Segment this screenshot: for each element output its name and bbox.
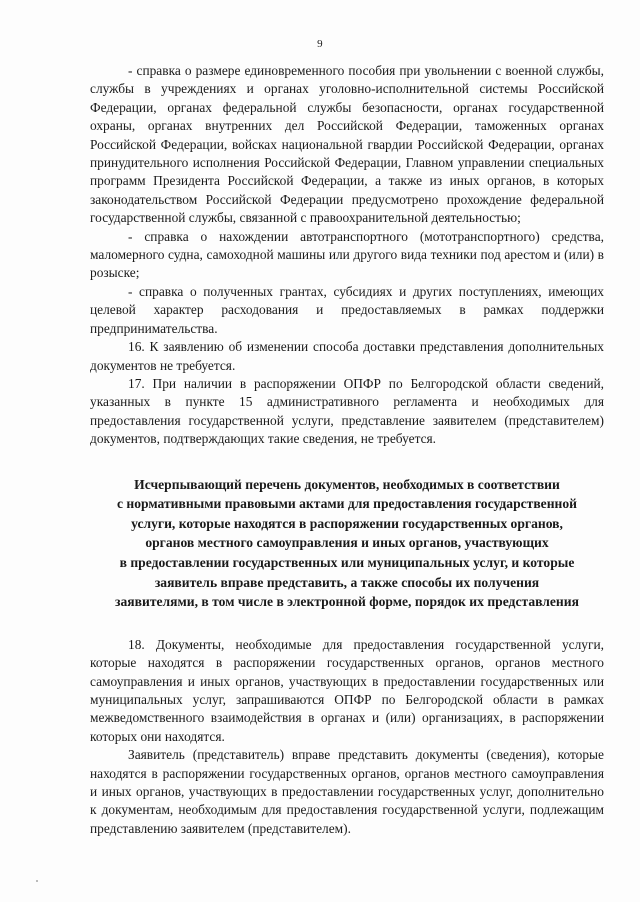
paragraph-18: 18. Документы, необходимые для предоставления государственной услуги, которые находятся в распоряжении государственных органов, органов местного самоуправления и иных органов, участвующих в предоставлении государственных или муниципальных услуг, запрашиваются ОПФР по Белгородской области в рамках межведомственного взаимодействия в органах и (или) организациях, в распоряжении которых они находятся. [90,636,604,744]
heading-line: заявителями, в том числе в электронной форме, порядок их представления [115,594,579,610]
paragraph-17: 17. При наличии в распоряжении ОПФР по Белгородской области сведений, указанных в пункте 15 административного регламента и необходимых для предоставления государственной услуги, представление заявителем (представителем) документов, подтверждающих такие сведения, не требуется. [90,375,604,447]
heading-line: услуги, которые находятся в распоряжении государственных органов, [131,515,563,531]
heading-line: органов местного самоуправления и иных органов, участвующих [145,535,549,551]
heading-line: Исчерпывающий перечень документов, необходимых в соответствии [134,476,560,492]
document-body [90,62,604,838]
page-number: 9 [317,38,323,50]
heading-line: в предоставлении государственных или муниципальных услуг, и которые [119,554,575,570]
heading-line: заявитель вправе представить, а также способы их получения [154,574,540,590]
section-heading [90,475,604,612]
heading-line: с нормативными правовыми актами для предоставления государственной [116,496,578,512]
paragraph-certificate-vehicle: - справка о нахождении автотранспортного (мототранспортного) средства, маломерного судна, самоходной машины или другого вида техники под арестом и (или) в розыске; [90,228,604,281]
paragraph-certificate-grants: - справка о полученных грантах, субсидиях и других поступлениях, имеющих целевой характер расходования и предоставляемых в рамках поддержки предпринимательства. [90,283,604,336]
paragraph-certificate-allowance: - справка о размере единовременного пособия при увольнении с военной службы, службы в учреждениях и органах уголовно-исполнительной системы Российской Федерации, органах федеральной службы безопасности, органах государственной охраны, органах внутренних дел Российской Федерации, таможенных органах Российской Федерации, войсках национальной гвардии Российской Федерации, органах принудительного исполнения Российской Федерации, Главном управлении специальных программ Президента Российской Федерации, а также из иных органов, в которых законодательством Российской Федерации предусмотрено прохождение федеральной государственной службы, связанной с правоохранительной деятельностью; [90,63,604,226]
paragraph-16: 16. К заявлению об изменении способа доставки представления дополнительных документов не требуется. [90,339,604,373]
scan-speck [36,880,38,882]
paragraph-applicant-right: Заявитель (представитель) вправе представить документы (сведения), которые находятся в распоряжении государственных органов, органов местного самоуправления и иных органов, участвующих в предоставлении государственных услуг, дополнительно к документам, необходимым для предоставления государственной услуги, подлежащим представлению заявителем (представителем). [90,747,604,836]
